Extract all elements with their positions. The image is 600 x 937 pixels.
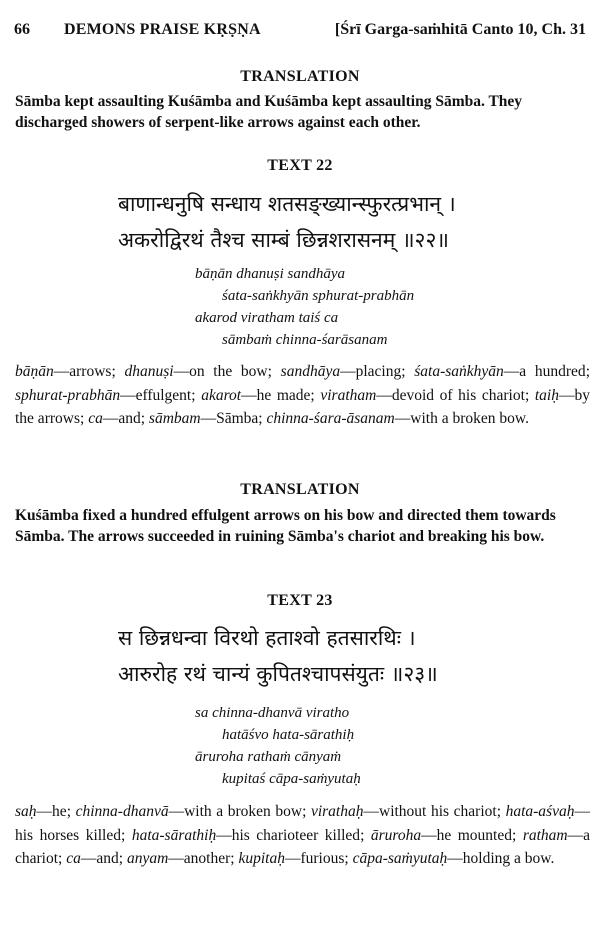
synonym-word: sphurat-prabhān [15, 386, 121, 404]
synonym-meaning: another [183, 850, 231, 867]
translit-line: bāṇān dhanuṣi sandhāya [195, 266, 345, 282]
translit-line: akarod viratham taiś ca [195, 310, 339, 326]
synonym-meaning: a chariot [15, 826, 590, 867]
synonym-word: viratham [320, 386, 377, 404]
synonym-word: śata-saṅkhyān [414, 363, 504, 380]
text-23-transliteration [195, 702, 575, 790]
text-22-heading: TEXT 22 [267, 157, 333, 174]
synonym-word: akarot [201, 386, 242, 404]
synonym-word: saḥ [15, 803, 37, 820]
synonym-meaning: he mounted [436, 826, 512, 844]
sanskrit-line: अकरोद्विरथं तैश्च साम्बं छिन्नशरासनम् ॥२२॥ [118, 228, 449, 252]
synonym-meaning: he [52, 803, 67, 820]
synonym-word: kupitaḥ [238, 850, 285, 867]
translit-line: śata-saṅkhyān sphurat-prabhān [222, 288, 415, 304]
text-23-sanskrit [118, 620, 578, 692]
synonym-meaning: a hundred [519, 363, 586, 380]
synonym-meaning: effulgent [135, 386, 192, 404]
synonym-word: āruroha [370, 826, 422, 844]
synonym-word: ca [66, 850, 81, 867]
synonym-word: dhanuṣi [124, 363, 174, 380]
synonym-meaning: Sāmba [216, 410, 259, 427]
synonym-meaning: by the arrows [15, 386, 590, 427]
synonym-meaning: without his chariot [379, 803, 497, 820]
synonym-word: sandhāya [280, 363, 341, 380]
synonym-meaning: and [118, 410, 141, 427]
synonym-meaning: with a broken bow [410, 410, 526, 427]
translation-text-1: Sāmba kept assaulting Kuśāmba and Kuśāmba kept assaulting Sāmba. They discharged showers of serpent-like arrows against each other. [15, 93, 523, 131]
translit-line: hatāśvo hata-sārathiḥ [222, 727, 355, 743]
synonym-word: taiḥ [534, 386, 559, 404]
synonym-word: sāmbam [148, 410, 201, 427]
synonym-meaning: holding a bow [462, 850, 551, 867]
translit-line: āruroha rathaṁ cānyaṁ [195, 749, 342, 765]
synonym-meaning: placing [355, 363, 402, 380]
synonym-word: ratham [522, 826, 568, 844]
synonym-meaning: his charioteer killed [231, 826, 361, 844]
synonym-word: cāpa-saṁyutaḥ [352, 850, 448, 867]
sanskrit-line: आरुरोह रथं चान्यं कुपितश्चापसंयुतः ॥२३॥ [118, 662, 438, 686]
translit-line: sa chinna-dhanvā viratho [195, 705, 350, 721]
translation-heading-1: TRANSLATION [240, 68, 360, 85]
book-reference: [Śrī Garga-saṁhitā Canto 10, Ch. 31 [334, 21, 586, 38]
synonym-word: virathaḥ [310, 803, 364, 820]
text-22-sanskrit [118, 186, 578, 258]
synonym-word: hata-sārathiḥ [131, 826, 217, 844]
synonym-meaning: with a broken bow [184, 803, 303, 820]
translit-line: kupitaś cāpa-saṁyutaḥ [222, 771, 361, 787]
text-22-transliteration [195, 263, 575, 351]
chapter-title: DEMONS PRAISE KṚṢṆA [64, 21, 261, 38]
text-23-heading: TEXT 23 [267, 592, 333, 609]
text-22-synonyms: bāṇān—arrows; dhanuṣi—on the bow; sandhāya—placing; śata-saṅkhyān—a hundred; sphurat-prabhān—effulgent; akarot—he made; viratham—devoid of his chariot; taiḥ—by the arrows; ca—and; sāmbam—Sāmba; chinna-śara-āsanam—with a broken bow. [15, 363, 590, 427]
translation-heading-2: TRANSLATION [240, 481, 360, 498]
page-number: 66 [14, 21, 30, 38]
synonym-word: hata-aśvaḥ [505, 803, 575, 820]
synonym-meaning: his horses killed [15, 826, 121, 844]
synonym-word: ca [88, 410, 103, 427]
synonym-meaning: arrows [69, 363, 112, 380]
synonym-word: chinna-śara-āsanam [266, 410, 395, 427]
synonym-meaning: on the bow [189, 363, 268, 380]
text-23-synonyms: saḥ—he; chinna-dhanvā—with a broken bow; virathaḥ—without his chariot; hata-aśvaḥ—his horses killed; hata-sārathiḥ—his charioteer killed; āruroha—he mounted; ratham—a chariot; ca—and; anyam—another; kupitaḥ—furious; cāpa-saṁyutaḥ—holding a bow. [15, 803, 590, 867]
synonym-meaning: and [96, 850, 119, 867]
synonym-word: chinna-dhanvā [75, 803, 169, 820]
synonym-word: anyam [126, 850, 169, 867]
synonym-meaning: he made [256, 386, 311, 404]
running-header [14, 21, 586, 45]
synonym-word: bāṇān [15, 363, 54, 380]
translit-line: sāmbaṁ chinna-śarāsanam [222, 332, 388, 348]
synonym-meaning: furious [300, 850, 345, 867]
translation-text-2: Kuśāmba fixed a hundred effulgent arrows on his bow and directed them towards Sāmba. The arrows succeeded in ruining Sāmba's chariot and breaking his bow. [15, 507, 556, 545]
synonym-meaning: devoid of his chariot [391, 386, 525, 404]
sanskrit-line: बाणान्धनुषि सन्धाय शतसङ्ख्यान्स्फुरत्प्रभान् । [118, 192, 456, 216]
sanskrit-line: स छिन्नधन्वा विरथो हताश्वो हतसारथिः । [118, 626, 416, 650]
